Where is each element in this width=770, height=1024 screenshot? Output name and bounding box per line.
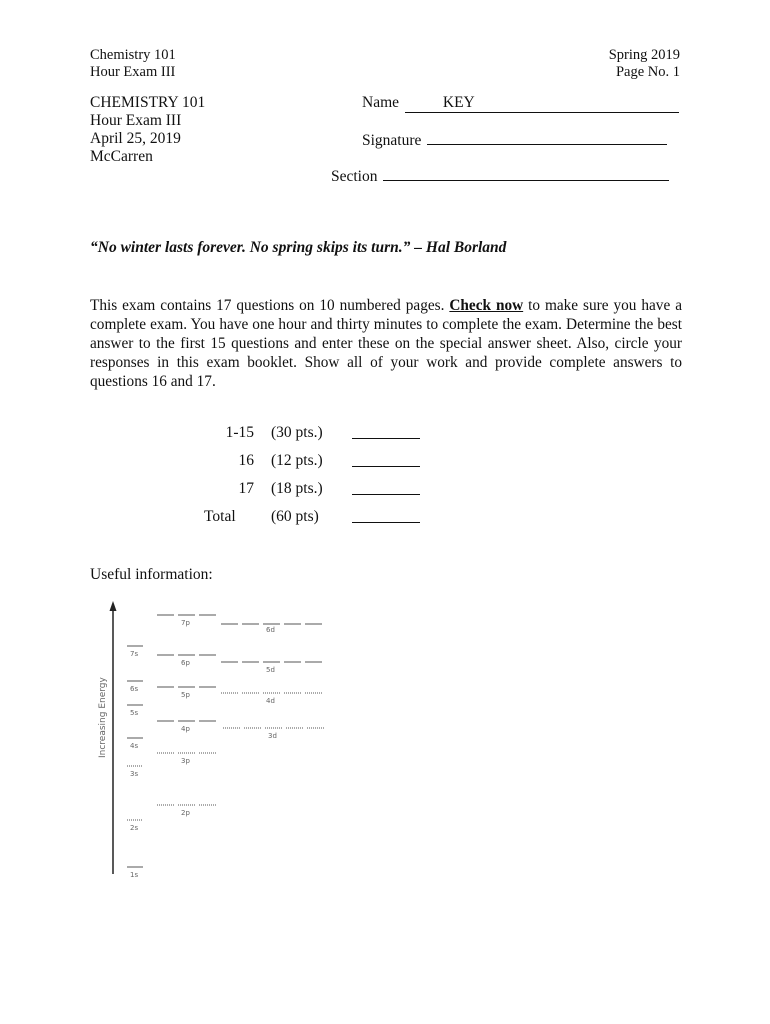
name-field (362, 94, 679, 113)
header-page-number: Page No. 1 (615, 64, 680, 80)
header-course: Chemistry 101 (90, 47, 176, 63)
instructions-before: This exam contains 17 questions on 10 numbered pages. (90, 297, 450, 314)
svg-text:2s: 2s (130, 824, 139, 832)
score-points: (30 pts.) (271, 424, 323, 441)
score-row (150, 480, 430, 500)
score-item: Total (204, 508, 236, 525)
orbital-3p (157, 753, 216, 765)
name-value: KEY (442, 94, 475, 111)
svg-text:3s: 3s (130, 770, 139, 778)
svg-text:3d: 3d (268, 732, 277, 740)
signature-field (362, 130, 667, 150)
svg-text:5p: 5p (181, 691, 190, 699)
score-blank[interactable] (352, 494, 420, 495)
score-item: 1-15 (225, 424, 254, 441)
header-left (90, 47, 176, 81)
score-blank[interactable] (352, 466, 420, 467)
section-line[interactable] (383, 166, 669, 181)
orbital-6d (221, 624, 322, 634)
title-date: April 25, 2019 (90, 130, 181, 147)
orbital-4p (157, 721, 216, 733)
check-now-emphasis: Check now (449, 297, 524, 314)
score-row (150, 452, 430, 472)
svg-text:7p: 7p (181, 619, 190, 627)
title-exam: Hour Exam III (90, 112, 182, 129)
orbital-6p (157, 655, 216, 667)
svg-text:4p: 4p (181, 725, 190, 733)
orbital-4s (127, 738, 143, 750)
header-term: Spring 2019 (608, 47, 680, 63)
energy-axis (98, 601, 117, 874)
svg-text:6p: 6p (181, 659, 190, 667)
header-exam: Hour Exam III (90, 64, 176, 80)
section-field (331, 166, 669, 186)
orbital-5p (157, 687, 216, 699)
orbital-2p (157, 805, 216, 817)
score-item: 16 (238, 452, 254, 469)
svg-text:1s: 1s (130, 871, 139, 879)
signature-label: Signature (362, 132, 422, 149)
orbital-5s (127, 705, 143, 717)
score-points: (60 pts) (271, 508, 319, 525)
score-item: 17 (238, 480, 254, 497)
orbital-6s (127, 681, 143, 693)
score-blank[interactable] (352, 438, 420, 439)
svg-text:2p: 2p (181, 809, 190, 817)
orbital-2s (127, 820, 143, 832)
section-label: Section (331, 168, 378, 185)
orbital-7s (127, 646, 143, 658)
orbital-3s (127, 766, 143, 778)
orbital-4d (221, 693, 322, 705)
score-row (150, 508, 430, 528)
quote: “No winter lasts forever. No spring skips its turn.” – Hal Borland (90, 239, 507, 256)
svg-text:4s: 4s (130, 742, 139, 750)
title-course: CHEMISTRY 101 (90, 94, 206, 111)
orbital-energy-diagram (90, 598, 350, 883)
orbital-7p (157, 615, 216, 627)
header-right (540, 47, 680, 81)
orbital-1s (127, 867, 143, 879)
signature-line[interactable] (427, 130, 667, 145)
orbital-5d (221, 662, 322, 674)
svg-text:5d: 5d (266, 666, 275, 674)
axis-label: Increasing Energy (98, 677, 108, 758)
svg-text:3p: 3p (181, 757, 190, 765)
svg-text:7s: 7s (130, 650, 139, 658)
instructions (90, 296, 682, 391)
score-points: (18 pts.) (271, 480, 323, 497)
name-line[interactable] (405, 94, 679, 113)
score-points: (12 pts.) (271, 452, 323, 469)
orbital-3d (223, 728, 324, 740)
name-label: Name (362, 94, 400, 111)
score-blank[interactable] (352, 522, 420, 523)
title-block (90, 94, 205, 166)
svg-text:5s: 5s (130, 709, 139, 717)
svg-text:4d: 4d (266, 697, 275, 705)
useful-info-heading: Useful information: (90, 566, 213, 583)
score-row (150, 424, 430, 444)
svg-text:6s: 6s (130, 685, 139, 693)
title-instructor: McCarren (90, 148, 153, 165)
svg-text:6d: 6d (266, 626, 275, 634)
instructions-after: to make sure you have a complete exam. You have one hour and thirty minutes to complete the exam. Determine the best answer to the first 15 questions and enter these on the special answer sheet. Also, circle your responses in this exam booklet. Show all of your work and provide complete answers to questions 16 and 17. (90, 297, 682, 390)
